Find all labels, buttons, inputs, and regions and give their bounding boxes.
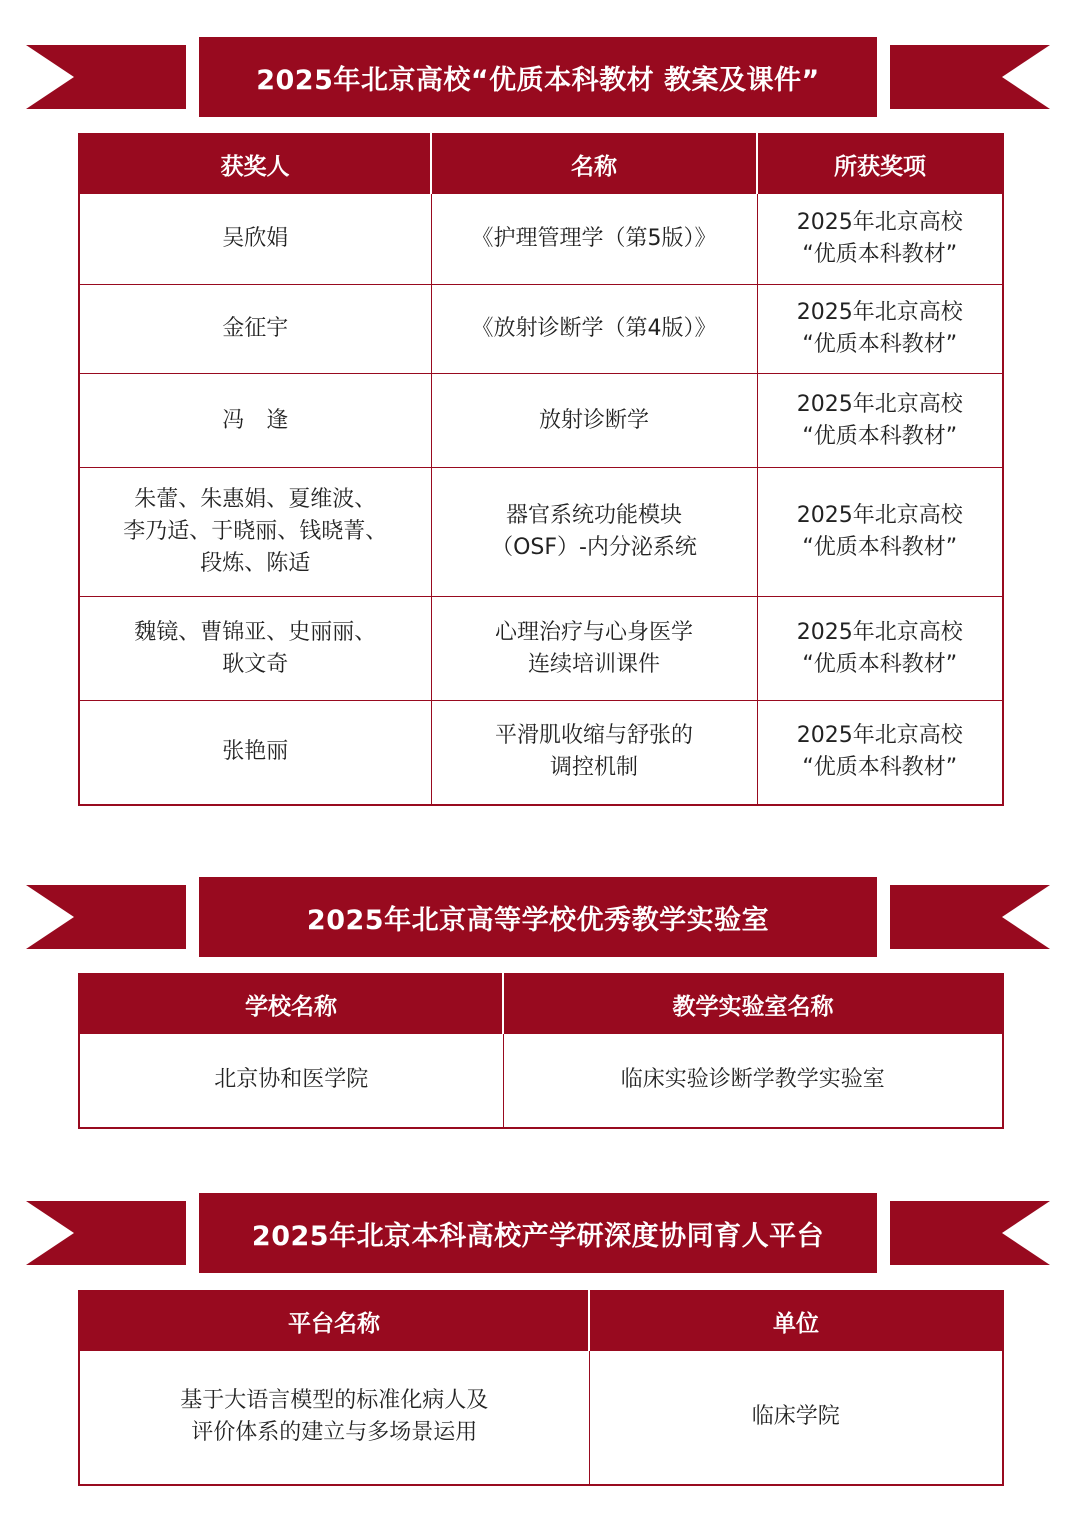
- platform-cell: 基于大语言模型的标准化病人及 评价体系的建立与多场景运用: [79, 1351, 589, 1485]
- section3-title: 2025年北京本科高校产学研深度协同育人平台: [199, 1193, 877, 1273]
- table-header-row: [79, 134, 1003, 194]
- header-awardee: 获奖人: [79, 134, 431, 194]
- header-award: 所获奖项: [757, 134, 1003, 194]
- table-row: [79, 285, 1003, 374]
- unit-cell: 临床学院: [589, 1351, 1003, 1485]
- table-row: [79, 701, 1003, 805]
- header-unit: 单位: [589, 1291, 1003, 1351]
- header-title: 名称: [431, 134, 757, 194]
- ribbon-right-decoration: [890, 1201, 1050, 1265]
- header-lab-name: 教学实验室名称: [503, 974, 1003, 1034]
- award-cell: 2025年北京高校 “优质本科教材”: [757, 194, 1003, 285]
- section2-title: 2025年北京高等学校优秀教学实验室: [199, 877, 877, 957]
- award-cell: 2025年北京高校 “优质本科教材”: [757, 468, 1003, 597]
- table-row: [79, 597, 1003, 701]
- title-cell: 器官系统功能模块 （OSF）-内分泌系统: [431, 468, 757, 597]
- awardee-cell: 金征宇: [79, 285, 431, 374]
- ribbon-left-decoration: [26, 45, 186, 109]
- school-cell: 北京协和医学院: [79, 1034, 503, 1128]
- header-school-name: 学校名称: [79, 974, 503, 1034]
- awardee-cell: 魏镜、曹锦亚、史丽丽、 耿文奇: [79, 597, 431, 701]
- title-cell: 平滑肌收缩与舒张的 调控机制: [431, 701, 757, 805]
- section1-banner: [0, 37, 1080, 117]
- platform-table: [78, 1290, 1004, 1486]
- section1-title: 2025年北京高校“优质本科教材 教案及课件”: [199, 37, 877, 117]
- table-row: [79, 194, 1003, 285]
- title-cell: 心理治疗与心身医学 连续培训课件: [431, 597, 757, 701]
- ribbon-right-decoration: [890, 885, 1050, 949]
- title-cell: 放射诊断学: [431, 374, 757, 468]
- title-cell: 《护理管理学（第5版）》: [431, 194, 757, 285]
- section3-banner: [0, 1193, 1080, 1273]
- title-cell: 《放射诊断学（第4版）》: [431, 285, 757, 374]
- awardee-cell: 张艳丽: [79, 701, 431, 805]
- table-header-row: [79, 974, 1003, 1034]
- table-row: [79, 374, 1003, 468]
- award-cell: 2025年北京高校 “优质本科教材”: [757, 374, 1003, 468]
- table-row: [79, 1351, 1003, 1485]
- ribbon-left-decoration: [26, 885, 186, 949]
- award-cell: 2025年北京高校 “优质本科教材”: [757, 701, 1003, 805]
- lab-cell: 临床实验诊断学教学实验室: [503, 1034, 1003, 1128]
- teaching-lab-table: [78, 973, 1004, 1129]
- ribbon-right-decoration: [890, 45, 1050, 109]
- award-cell: 2025年北京高校 “优质本科教材”: [757, 285, 1003, 374]
- section2-banner: [0, 877, 1080, 957]
- award-cell: 2025年北京高校 “优质本科教材”: [757, 597, 1003, 701]
- table-header-row: [79, 1291, 1003, 1351]
- awardee-cell: 朱蕾、朱惠娟、夏维波、 李乃适、于晓丽、钱晓菁、 段炼、陈适: [79, 468, 431, 597]
- ribbon-left-decoration: [26, 1201, 186, 1265]
- header-platform-name: 平台名称: [79, 1291, 589, 1351]
- awardee-cell: 冯 逢: [79, 374, 431, 468]
- awardee-cell: 吴欣娟: [79, 194, 431, 285]
- table-row: [79, 468, 1003, 597]
- table-row: [79, 1034, 1003, 1128]
- textbook-awards-table: [78, 133, 1004, 806]
